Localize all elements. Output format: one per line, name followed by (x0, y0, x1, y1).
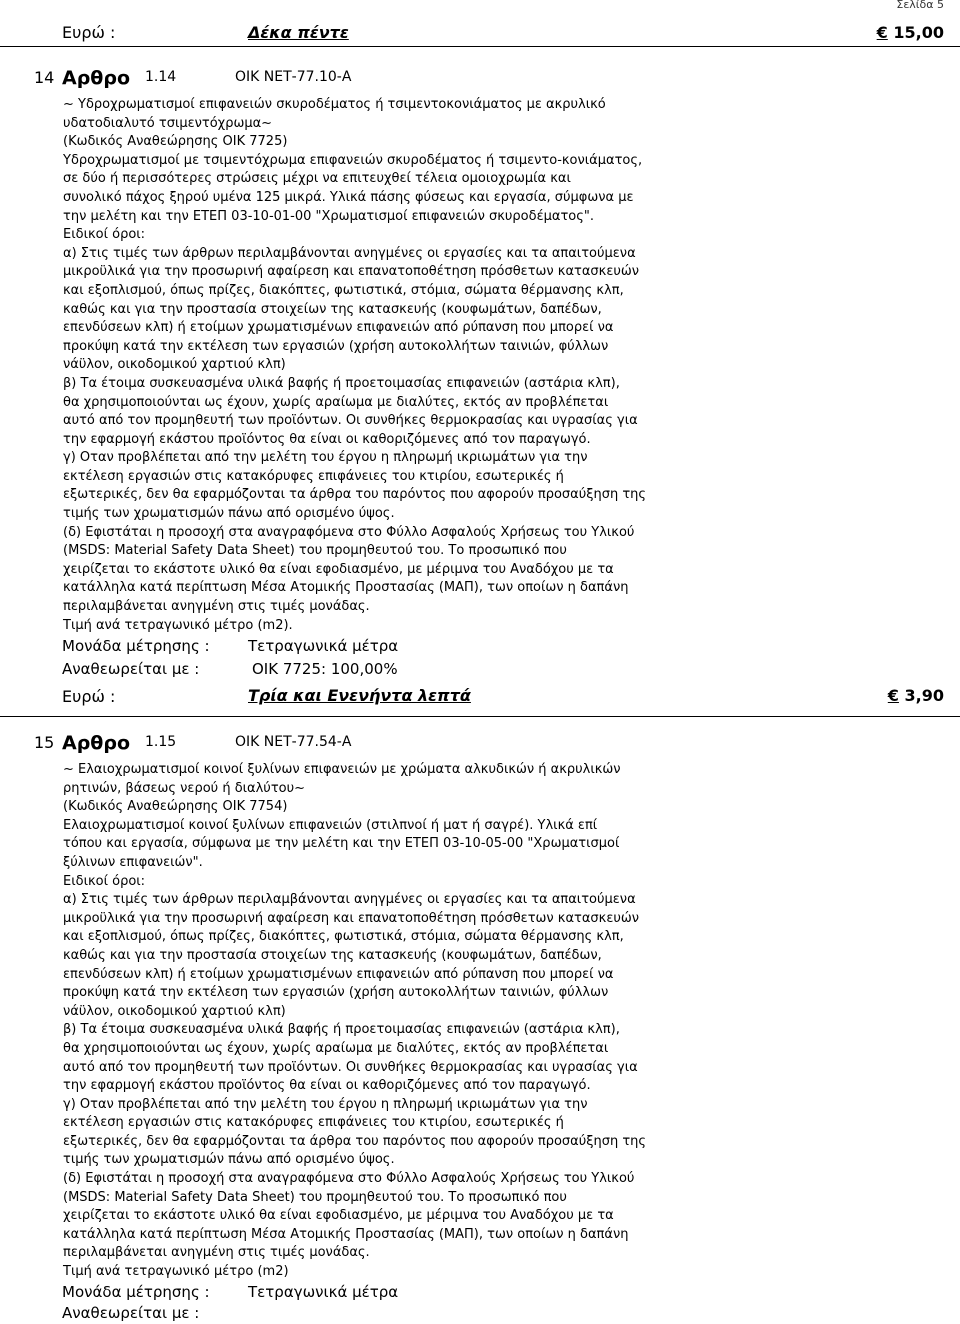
text-line: ρητινών, βάσεως νερού ή διαλύτου~ (63, 780, 306, 796)
text-line: (Κωδικός Αναθεώρησης ΟΙΚ 7725) (63, 134, 288, 150)
revision-label: Αναθεωρείται με : (62, 660, 200, 678)
price-value: 15,00 (893, 23, 944, 42)
article-reference: ΟΙΚ ΝΕΤ-77.54-Α (235, 734, 352, 750)
text-line: (δ) Εφιστάται η προσοχή στα αναγραφόμενα στο Φύλλο Ασφαλούς Χρήσεως του Υλικού (63, 1171, 635, 1187)
page-number: Σελίδα 5 (896, 0, 944, 11)
euro-label: Ευρώ : (62, 23, 116, 42)
text-line: αυτό από τον προμηθευτή των προϊόντων. Οι συνθήκες θερμοκρασίας και υγρασίας για (63, 413, 638, 429)
text-line: κατάλληλα κατά περίπτωση Μέσα Ατομικής Προστασίας (ΜΑΠ), των οποίων η δαπάνη (63, 580, 629, 596)
euro-icon: € (887, 686, 899, 705)
text-line: περιλαμβάνεται ανηγμένη στις τιμές μονάδας. (63, 599, 370, 615)
text-line: β) Τα έτοιμα συσκευασμένα υλικά βαφής ή προετοιμασίας επιφανειών (αστάρια κλπ), (63, 375, 620, 391)
text-line: υδατοδιαλυτό τσιμεντόχρωμα~ (63, 115, 273, 131)
divider (0, 46, 960, 47)
text-line: (MSDS: Material Safety Data Sheet) του προμηθευτού του. Το προσωπικό που (63, 543, 567, 559)
text-line: προκύψη κατά την εκτέλεση των εργασιών (χρήση αυτοκολλήτων ταινιών, φύλλων (63, 338, 609, 354)
text-line: την εφαρμογή εκάστου προϊόντος θα είναι οι καθοριζόμενες από τον παραγωγό. (63, 431, 591, 447)
article-word: Αρθρο (62, 67, 131, 89)
text-line: και εξοπλισμού, όπως πρίζες, διακόπτες, φωτιστικά, στόμια, σώματα θέρμανσης κλπ, (63, 929, 624, 945)
divider (0, 716, 960, 717)
article-code: 1.14 (145, 69, 177, 85)
article-description (63, 761, 646, 1282)
price-amount (888, 686, 944, 705)
price-in-words: Δέκα πέντε (248, 23, 349, 42)
text-line: καθώς και για την προστασία στοιχείων της κατασκευής (κουφωμάτων, δαπέδων, (63, 301, 602, 317)
text-line: θα χρησιμοποιούνται ως έχουν, χωρίς αραίωμα με διαλύτες, εκτός αν προβλέπεται (63, 394, 609, 410)
text-line: ~ Ελαιοχρωματισμοί κοινοί ξυλίνων επιφανειών με χρώματα αλκυδικών ή ακρυλικών (63, 762, 621, 777)
text-line: Τιμή ανά τετραγωνικό μέτρο (m2) (63, 1264, 289, 1280)
text-line: (Κωδικός Αναθεώρησης ΟΙΚ 7754) (63, 799, 288, 815)
text-line: ξύλινων επιφανειών". (63, 854, 203, 870)
unit-label: Μονάδα μέτρησης : (62, 637, 210, 655)
text-line: α) Στις τιμές των άρθρων περιλαμβάνονται ανηγμένες οι εργασίες και τα απαιτούμενα (63, 892, 636, 908)
text-line: νάϋλον, οικοδομικού χαρτιού κλπ) (63, 1003, 286, 1019)
text-line: (δ) Εφιστάται η προσοχή στα αναγραφόμενα στο Φύλλο Ασφαλούς Χρήσεως του Υλικού (63, 524, 635, 540)
text-line: νάϋλον, οικοδομικού χαρτιού κλπ) (63, 357, 286, 373)
text-line: επενδύσεων κλπ) ή ετοίμων χρωματισμένων επιφανειών από ρύπανση που μπορεί να (63, 320, 614, 336)
text-line: τιμής των χρωματισμών πάνω από ορισμένο ύψος. (63, 1152, 395, 1168)
text-line: περιλαμβάνεται ανηγμένη στις τιμές μονάδας. (63, 1245, 370, 1261)
article-word: Αρθρο (62, 732, 131, 754)
text-line: Υδροχρωματισμοί με τσιμεντόχρωμα επιφανειών σκυροδέματος ή τσιμεντο-κονιάματος, (63, 152, 643, 168)
text-line: Ειδικοί όροι: (63, 873, 146, 889)
revision-value: ΟΙΚ 7725: 100,00% (252, 660, 398, 678)
text-line: Ειδικοί όροι: (63, 227, 146, 243)
text-line: Ελαιοχρωματισμοί κοινοί ξυλίνων επιφανειών (στιλπνοί ή ματ ή σαγρέ). Υλικά επί (63, 817, 598, 833)
price-value: 3,90 (904, 686, 944, 705)
text-line: την εφαρμογή εκάστου προϊόντος θα είναι οι καθοριζόμενες από τον παραγωγό. (63, 1078, 591, 1094)
text-line: την μελέτη και την ΕΤΕΠ 03-10-01-00 "Χρωματισμοί επιφανειών σκυροδέματος". (63, 208, 594, 224)
text-line: γ) Οταν προβλέπεται από την μελέτη του έργου η πληρωμή ικριωμάτων για την (63, 450, 588, 466)
text-line: καθώς και για την προστασία στοιχείων της κατασκευής (κουφωμάτων, δαπέδων, (63, 947, 602, 963)
unit-value: Τετραγωνικά μέτρα (248, 637, 399, 655)
text-line: προκύψη κατά την εκτέλεση των εργασιών (χρήση αυτοκολλήτων ταινιών, φύλλων (63, 985, 609, 1001)
text-line: επενδύσεων κλπ) ή ετοίμων χρωματισμένων επιφανειών από ρύπανση που μπορεί να (63, 966, 614, 982)
text-line: εκτέλεση εργασιών στις κατακόρυφες επιφάνειες του κτιρίου, εσωτερικές ή (63, 1115, 564, 1131)
text-line: χειρίζεται το εκάστοτε υλικό θα είναι εφοδιασμένο, με μέριμνα του Αναδόχου με τα (63, 561, 614, 577)
text-line: Τιμή ανά τετραγωνικό μέτρο (m2). (63, 617, 293, 633)
text-line: α) Στις τιμές των άρθρων περιλαμβάνονται ανηγμένες οι εργασίες και τα απαιτούμενα (63, 245, 636, 261)
text-line: θα χρησιμοποιούνται ως έχουν, χωρίς αραίωμα με διαλύτες, εκτός αν προβλέπεται (63, 1040, 609, 1056)
price-in-words: Τρία και Ενενήντα λεπτά (248, 686, 471, 705)
text-line: σε δύο ή περισσότερες στρώσεις μέχρι να επιτευχθεί τέλεια ομοιοχρωμία και (63, 171, 571, 187)
article-description (63, 96, 646, 635)
text-line: τιμής των χρωματισμών πάνω από ορισμένο ύψος. (63, 506, 395, 522)
text-line: γ) Οταν προβλέπεται από την μελέτη του έργου η πληρωμή ικριωμάτων για την (63, 1096, 588, 1112)
text-line: συνολικό πάχος ξηρού υμένα 125 μικρά. Υλικά πάσης φύσεως και εργασία, σύμφωνα με (63, 189, 634, 205)
text-line: αυτό από τον προμηθευτή των προϊόντων. Οι συνθήκες θερμοκρασίας και υγρασίας για (63, 1059, 638, 1075)
text-line: κατάλληλα κατά περίπτωση Μέσα Ατομικής Προστασίας (ΜΑΠ), των οποίων η δαπάνη (63, 1226, 629, 1242)
article-reference: ΟΙΚ ΝΕΤ-77.10-Α (235, 69, 352, 85)
euro-icon: € (876, 23, 888, 42)
article-code: 1.15 (145, 734, 177, 750)
text-line: εξωτερικές, δεν θα εφαρμόζονται τα άρθρα του παρόντος που αφορούν προσαύξηση της (63, 487, 647, 503)
text-line: εκτέλεση εργασιών στις κατακόρυφες επιφάνειες του κτιρίου, εσωτερικές ή (63, 468, 564, 484)
text-line: και εξοπλισμού, όπως πρίζες, διακόπτες, φωτιστικά, στόμια, σώματα θέρμανσης κλπ, (63, 282, 624, 298)
text-line: μικροϋλικά για την προσωρινή αφαίρεση και επανατοποθέτηση πρόσθετων κατασκευών (63, 264, 640, 280)
revision-label: Αναθεωρείται με : (62, 1304, 200, 1322)
euro-label: Ευρώ : (62, 687, 116, 706)
text-line: μικροϋλικά για την προσωρινή αφαίρεση και επανατοποθέτηση πρόσθετων κατασκευών (63, 910, 640, 926)
article-number: 14 (34, 68, 55, 87)
unit-value: Τετραγωνικά μέτρα (248, 1283, 399, 1301)
text-line: ~ Υδροχρωματισμοί επιφανειών σκυροδέματος ή τσιμεντοκονιάματος με ακρυλικό (63, 97, 606, 112)
text-line: (MSDS: Material Safety Data Sheet) του προμηθευτού του. Το προσωπικό που (63, 1189, 567, 1205)
text-line: β) Τα έτοιμα συσκευασμένα υλικά βαφής ή προετοιμασίας επιφανειών (αστάρια κλπ), (63, 1022, 620, 1038)
text-line: εξωτερικές, δεν θα εφαρμόζονται τα άρθρα του παρόντος που αφορούν προσαύξηση της (63, 1133, 647, 1149)
price-amount (877, 23, 944, 42)
text-line: χειρίζεται το εκάστοτε υλικό θα είναι εφοδιασμένο, με μέριμνα του Αναδόχου με τα (63, 1208, 614, 1224)
article-number: 15 (34, 733, 55, 752)
unit-label: Μονάδα μέτρησης : (62, 1283, 210, 1301)
text-line: τόπου και εργασία, σύμφωνα με την μελέτη και την ΕΤΕΠ 03-10-05-00 "Χρωματισμοί (63, 836, 620, 852)
